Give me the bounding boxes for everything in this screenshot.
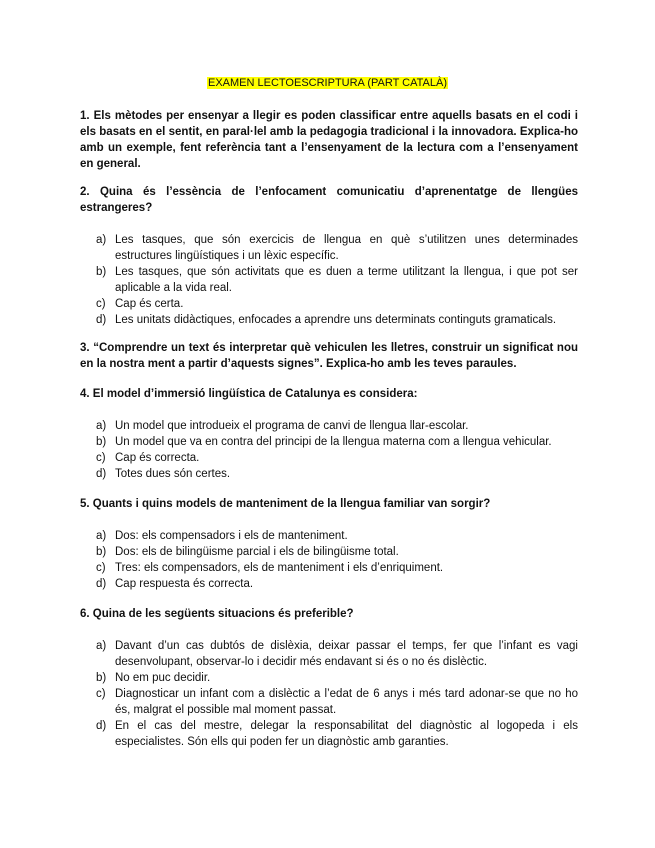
option-5b: b) Dos: els de bilingüisme parcial i els de bilingüisme total.	[96, 546, 399, 558]
option-4a: a) Un model que introdueix el programa de canvi de llengua llar-escolar.	[96, 420, 469, 432]
option-4c: c) Cap és correcta.	[96, 452, 200, 464]
option-6c: c) Diagnosticar un infant com a dislèctic a l’edat de 6 anys i més tard adonar-se que no ho és, malgrat el possible mal moment passat.	[96, 688, 578, 716]
question-2: 2. Quina és l’essència de l’enfocament comunicatiu d’aprenentatge de llengües estrangeres?	[80, 186, 578, 214]
question-3: 3. “Comprendre un text és interpretar què vehiculen les lletres, construir un significat nou en la nostra ment a partir d’aquests signes”. Explica-ho amb les teves paraules.	[80, 342, 578, 370]
question-1: 1. Els mètodes per ensenyar a llegir es poden classificar entre aquells basats en el codi i els basats en el sentit, en paral·lel amb la pedagogia tradicional i la innovadora. Explica-ho amb un exemple, fent referència tant a l’ensenyament de la lectura com a l’ensenyament en general.	[80, 110, 578, 170]
question-5: 5. Quants i quins models de manteniment de la llengua familiar van sorgir?	[80, 498, 491, 510]
question-2-options	[96, 232, 578, 328]
option-6d: d) En el cas del mestre, delegar la responsabilitat del diagnòstic al logopeda i els especialistes. Són ells qui poden fer un diagnòstic amb garanties.	[96, 720, 578, 748]
option-6b: b) No em puc decidir.	[96, 672, 211, 684]
question-6: 6. Quina de les següents situacions és preferible?	[80, 608, 354, 620]
option-4d: d) Totes dues són certes.	[96, 468, 231, 480]
option-5c: c) Tres: els compensadors, els de manteniment i els d’enriquiment.	[96, 562, 444, 574]
question-4-options	[96, 418, 578, 482]
option-2c: c) Cap és certa.	[96, 298, 184, 310]
question-5-options	[96, 528, 578, 592]
question-4: 4. El model d’immersió lingüística de Catalunya es considera:	[80, 388, 418, 400]
option-5d: d) Cap respuesta és correcta.	[96, 578, 254, 590]
question-6-options	[96, 638, 578, 750]
option-2a: a) Les tasques, que són exercicis de llengua en què s’utilitzen unes determinades estructures lingüístiques i un lèxic específic.	[96, 234, 578, 262]
option-5a: a) Dos: els compensadors i els de manteniment.	[96, 530, 348, 542]
option-6a: a) Davant d’un cas dubtós de dislèxia, deixar passar el temps, fer que l’infant es vagi desenvolupant, observar-lo i decidir més endavant si és o no és dislèctic.	[96, 640, 578, 668]
option-4b: b) Un model que va en contra del principi de la llengua materna com a llengua vehicular.	[96, 436, 552, 448]
exam-title: EXAMEN LECTOESCRIPTURA (PART CATALÀ)	[208, 77, 447, 89]
option-2d: d) Les unitats didàctiques, enfocades a aprendre uns determinats continguts gramaticals.	[96, 314, 557, 326]
option-2b: b) Les tasques, que són activitats que es duen a terme utilitzant la llengua, i que pot ser aplicable a la vida real.	[96, 266, 578, 294]
